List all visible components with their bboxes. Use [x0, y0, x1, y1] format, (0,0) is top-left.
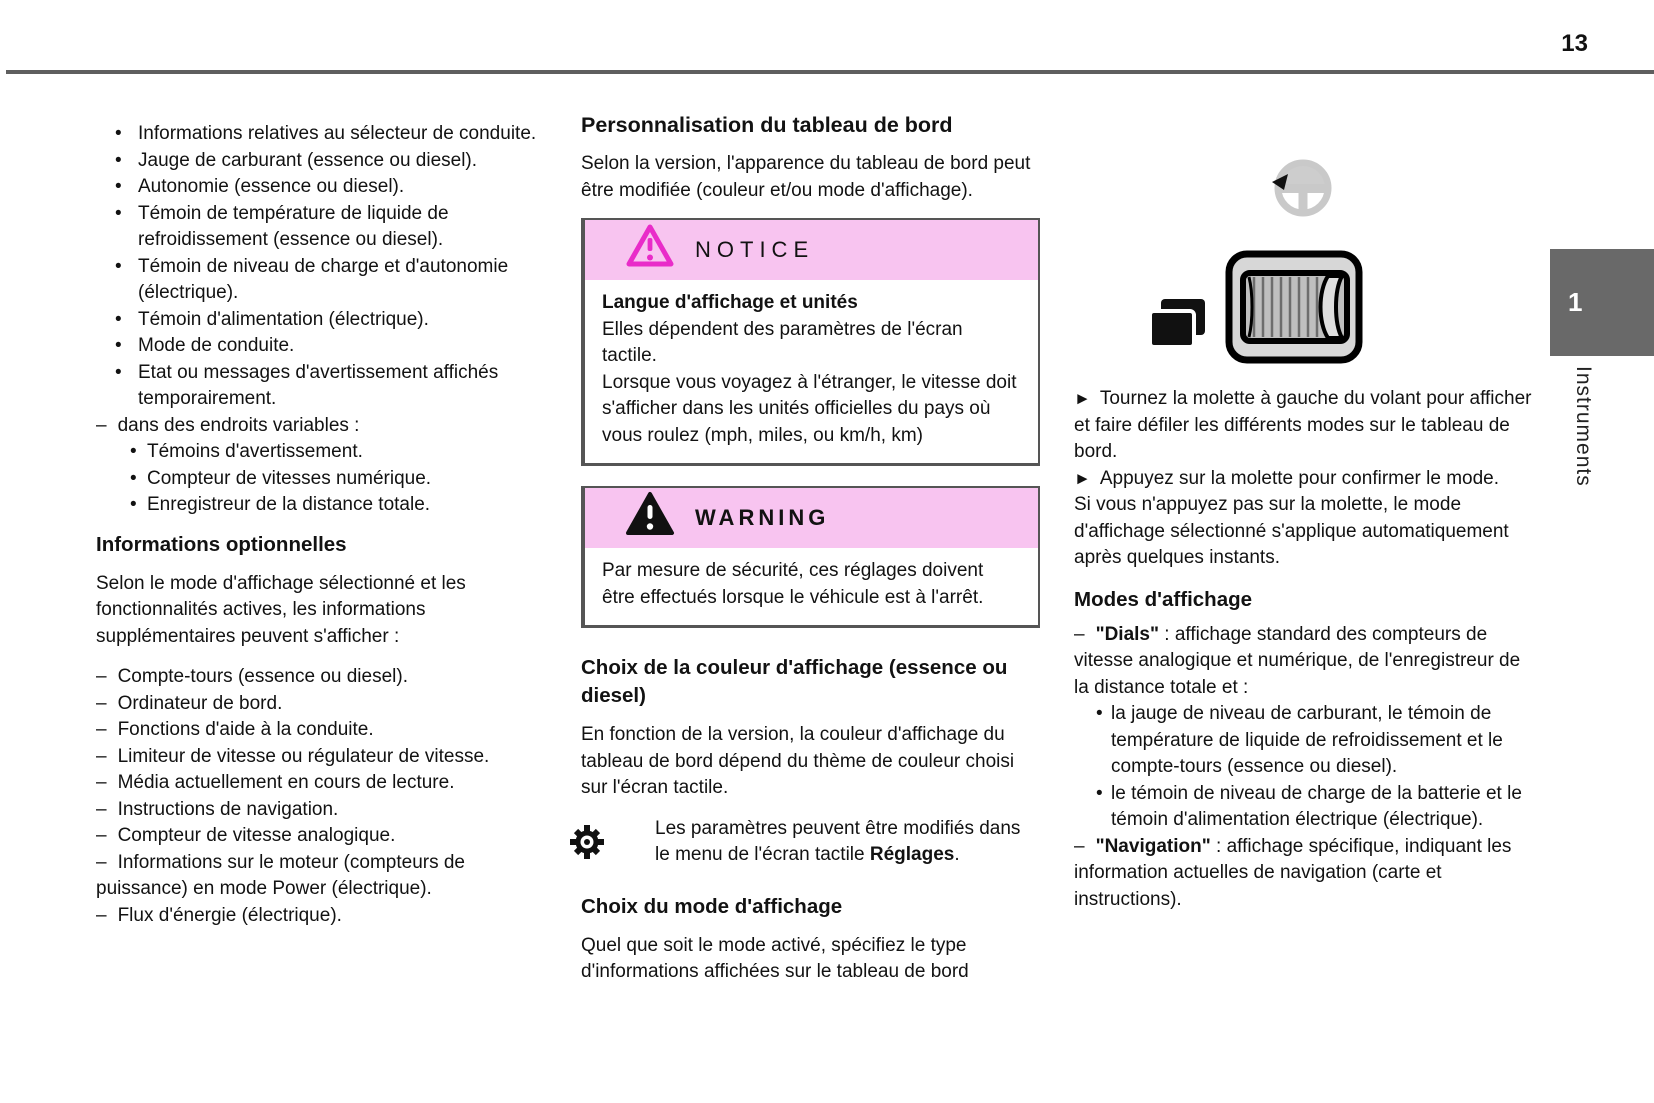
steering-wheel-icon	[1270, 158, 1334, 231]
illustration	[1074, 150, 1532, 378]
notice-body-title: Langue d'affichage et unités	[602, 292, 858, 313]
dash-item: – Informations sur le moteur (compteurs de puissance) en mode Power (électrique).	[96, 851, 465, 899]
dash-marker: –	[96, 904, 107, 926]
notice-body	[585, 280, 1038, 463]
dash-marker: –	[96, 798, 107, 820]
dash-marker: –	[96, 745, 107, 767]
list-item: • Compteur de vitesses numérique.	[96, 466, 548, 493]
paragraph: Quel que soit le mode activé, spécifiez le type d'informations affichées sur le tableau de bord	[581, 934, 969, 982]
mode-name: "Navigation"	[1095, 835, 1211, 857]
bullet-marker: •	[115, 361, 122, 383]
list-item: • Témoin d'alimentation (électrique).	[96, 307, 548, 334]
warning-triangle-solid-icon	[625, 491, 675, 546]
chapter-tab	[1550, 249, 1654, 356]
list-item: • Etat ou messages d'avertissement affichés temporairement.	[96, 360, 548, 413]
warning-triangle-outline-icon	[625, 223, 675, 278]
page-title: Personnalisation du tableau de bord	[581, 113, 953, 137]
bullet-marker: •	[115, 335, 122, 356]
notice-label: NOTICE	[695, 236, 815, 262]
settings-note-text: Les paramètres peuvent être modifiés dans le menu de l'écran tactile Réglages.	[655, 817, 1021, 865]
settings-menu-label: Réglages	[869, 844, 955, 865]
notice-box	[581, 218, 1040, 466]
step-item: ► Appuyez sur la molette pour confirmer le mode.	[1074, 467, 1500, 489]
list-item: • le témoin de niveau de charge de la batterie et le témoin d'alimentation électrique (électrique).	[1074, 781, 1532, 834]
list-item: • la jauge de niveau de carburant, le témoin de température de liquide de refroidissement et le compte-tours (essence ou diesel).	[1074, 701, 1532, 781]
notice-text: Lorsque vous voyagez à l'étranger, le vitesse doit s'afficher dans les unités officielles du pays où vous roulez (mph, miles, ou km/h, km)	[602, 371, 1017, 446]
step-item: ► Tournez la molette à gauche du volant pour afficher et faire défiler les différents modes sur le tableau de bord.	[1074, 388, 1532, 462]
bullet-marker: •	[115, 149, 122, 171]
dash-item: – Ordinateur de bord.	[96, 692, 283, 714]
dash-marker: –	[1074, 835, 1085, 857]
bullet-marker: •	[130, 467, 137, 489]
section-heading: Choix de la couleur d'affichage (essence ou diesel)	[581, 656, 1008, 707]
warning-text: Par mesure de sécurité, ces réglages doivent être effectués lorsque le véhicule est à l'arrêt.	[602, 560, 984, 608]
page-number: 13	[1561, 30, 1588, 57]
bullet-marker: •	[130, 441, 137, 462]
list-item: • Informations relatives au sélecteur de conduite.	[96, 121, 548, 148]
dash-marker: –	[1074, 623, 1085, 645]
settings-note	[581, 816, 1040, 869]
bullet-marker: •	[1096, 703, 1103, 724]
bullet-marker: •	[130, 494, 137, 515]
chapter-label: Instruments	[1572, 366, 1595, 487]
dash-item: – Flux d'énergie (électrique).	[96, 904, 342, 926]
bullet-marker: •	[115, 255, 122, 277]
right-column	[1074, 150, 1532, 913]
dash-item: – Compte-tours (essence ou diesel).	[96, 666, 408, 687]
list-item: • Témoins d'avertissement.	[96, 439, 548, 466]
dash-item: – Média actuellement en cours de lecture.	[96, 772, 455, 793]
middle-column	[581, 111, 1040, 986]
left-column	[96, 121, 548, 929]
warning-box	[581, 486, 1040, 628]
paragraph: En fonction de la version, la couleur d'affichage du tableau de bord dépend du thème de couleur choisi sur l'écran tactile.	[581, 724, 1015, 798]
display-pages-icon	[1148, 298, 1208, 359]
dash-marker: –	[96, 772, 107, 793]
dash-marker: –	[96, 719, 107, 740]
bullet-marker: •	[115, 202, 122, 224]
dash-marker: –	[96, 825, 107, 846]
dash-item: – Fonctions d'aide à la conduite.	[96, 719, 374, 740]
gear-icon	[569, 816, 655, 869]
bullet-marker: •	[1096, 782, 1103, 804]
paragraph: Selon le mode d'affichage sélectionné et les fonctionnalités actives, les informations supplémentaires peuvent s'afficher :	[96, 572, 466, 647]
section-heading: Choix du mode d'affichage	[581, 894, 843, 918]
arrow-marker: ►	[1074, 468, 1091, 488]
bullet-marker: •	[115, 176, 122, 197]
dash-item: – dans des endroits variables :	[96, 414, 360, 436]
arrow-marker: ►	[1074, 389, 1091, 408]
paragraph: Selon la version, l'apparence du tableau de bord peut être modifiée (couleur et/ou mode d'affichage).	[581, 153, 1031, 201]
list-item: • Autonomie (essence ou diesel).	[96, 174, 548, 201]
dash-marker: –	[96, 414, 107, 436]
dash-marker: –	[96, 692, 107, 714]
dash-item: – Compteur de vitesse analogique.	[96, 825, 396, 846]
warning-label: WARNING	[695, 504, 830, 530]
list-item: • Mode de conduite.	[96, 333, 548, 360]
header-rule	[6, 70, 1654, 74]
list-item: • Témoin de niveau de charge et d'autonomie (électrique).	[96, 254, 548, 307]
notice-text: Elles dépendent des paramètres de l'écran tactile.	[602, 318, 963, 366]
section-heading: Modes d'affichage	[1074, 587, 1253, 611]
dash-marker: –	[96, 851, 107, 873]
bullet-marker: •	[115, 308, 122, 330]
bullet-marker: •	[115, 123, 122, 144]
mode-name: "Dials"	[1095, 623, 1160, 645]
notice-header	[585, 220, 1038, 280]
section-heading: Informations optionnelles	[96, 532, 347, 556]
dash-marker: –	[96, 666, 107, 687]
warning-body	[585, 548, 1038, 625]
warning-header	[585, 488, 1038, 548]
dash-item: – Instructions de navigation.	[96, 798, 339, 820]
dash-item: – Limiteur de vitesse ou régulateur de vitesse.	[96, 745, 490, 767]
paragraph: Si vous n'appuyez pas sur la molette, le mode d'affichage sélectionné s'applique automatiquement après quelques instants.	[1074, 494, 1509, 568]
list-item: • Témoin de température de liquide de refroidissement (essence ou diesel).	[96, 201, 548, 254]
dash-item: – "Navigation" : affichage spécifique, indiquant les information actuelles de navigation (carte et instructions).	[1074, 835, 1512, 910]
chapter-number: 1	[1568, 287, 1583, 317]
dash-item: – "Dials" : affichage standard des compteurs de vitesse analogique et numérique, de l'enregistreur de la distance totale et :	[1074, 623, 1521, 698]
list-item: • Jauge de carburant (essence ou diesel).	[96, 148, 548, 175]
list-item: • Enregistreur de la distance totale.	[96, 492, 548, 519]
scroll-wheel-icon	[1224, 249, 1364, 374]
